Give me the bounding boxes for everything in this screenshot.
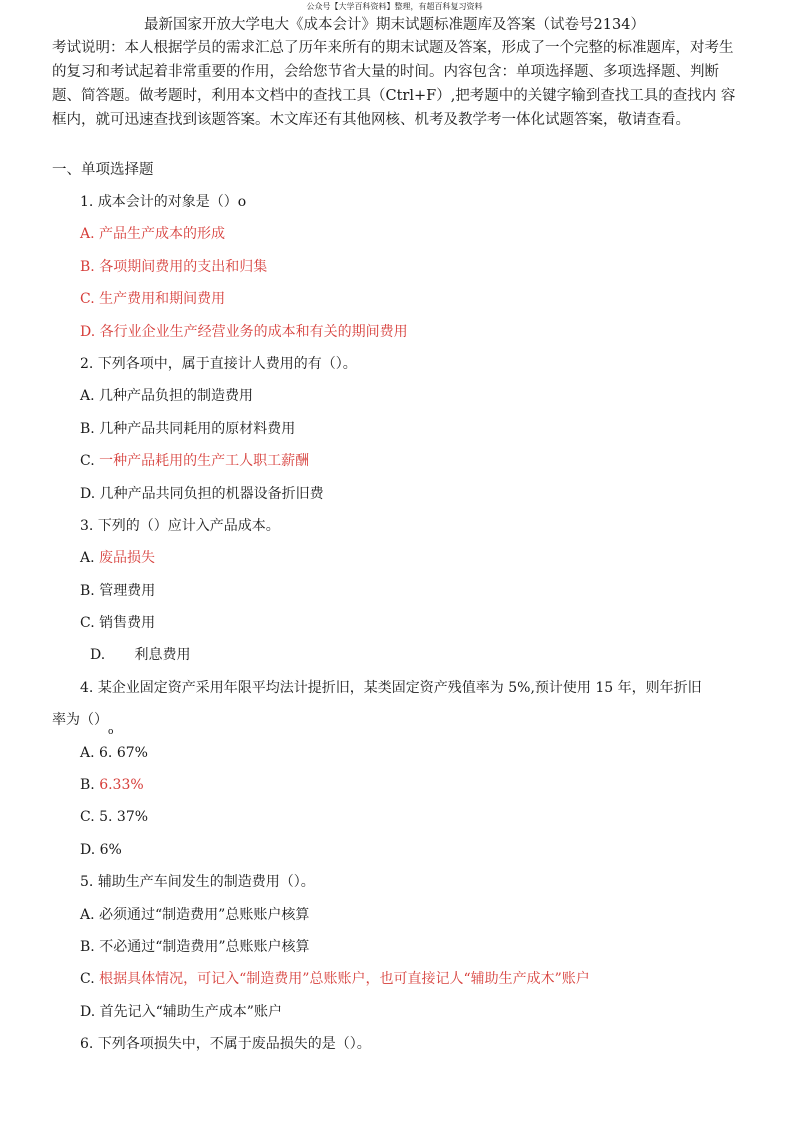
answer-option	[0, 251, 789, 283]
header-note: 公众号【大学百科资料】整理，有超百科复习资料	[306, 2, 483, 11]
item-label: D.	[80, 485, 96, 502]
item-label: 6.	[80, 1036, 94, 1053]
item-text: 某企业固定资产采用年限平均法计提折旧，某类固定资产残值率为 5%,预计使用 15 年，则年折旧	[97, 679, 702, 696]
item-label: A.	[80, 744, 95, 761]
item-label: A.	[80, 906, 95, 923]
item-text: 5. 37%	[99, 809, 149, 826]
answer-option	[0, 769, 789, 801]
question-line	[0, 866, 789, 898]
item-text: 下列各项损失中，不属于废品损失的是（）。	[97, 1036, 371, 1053]
item-label: D.	[80, 841, 96, 858]
option-line	[0, 575, 789, 607]
exam-instructions: 考试说明：本人根据学员的需求汇总了历年来所有的期末试题及答案，形成了一个完整的标准题库，对考生的复习和考试起着非常重要的作用，会给您节省大量的时间。内容包含：单项选择题、多项选择题、判断题、简答题。做考题时，利用本文档中的查找工具（Ctrl+F）,把考题中的关键字输到查找工具的查找内 容框内，就可迅速查找到该题答案。木文库还有其他网核、机考及教学考一体化试题答案，敬请查看。	[52, 40, 736, 128]
item-label: C.	[80, 453, 95, 470]
question-list	[0, 186, 789, 1061]
punctuation-mark: o	[108, 727, 114, 738]
item-label: 3.	[80, 517, 94, 534]
option-line	[0, 931, 789, 963]
question-line	[0, 672, 789, 704]
answer-option	[0, 316, 789, 348]
item-label: B.	[80, 258, 95, 275]
option-line	[0, 413, 789, 445]
item-label: C.	[80, 971, 95, 988]
item-label: C.	[80, 615, 95, 632]
item-text: 几种产品共同负担的机器设备折旧费	[99, 485, 324, 502]
document-title: 最新国家开放大学电大《成本会计》期末试题标准题库及答案（试卷号2134）	[144, 17, 645, 33]
item-text: 生产费用和期间费用	[99, 291, 226, 308]
answer-option	[0, 445, 789, 477]
question-continuation	[0, 704, 789, 736]
item-label: B.	[80, 582, 95, 599]
item-text: 产品生产成本的形成	[99, 226, 226, 243]
item-label: B.	[80, 938, 95, 955]
item-text: 废品损失	[99, 550, 156, 567]
item-text: 下列各项中，属于直接计人费用的有（）。	[97, 355, 357, 372]
item-label: 2.	[80, 355, 94, 372]
option-line	[0, 607, 789, 639]
item-label: A.	[80, 550, 95, 567]
option-line	[0, 834, 789, 866]
item-text: 几种产品共同耗用的原材料费用	[99, 420, 296, 437]
option-line	[0, 380, 789, 412]
item-text: 率为（）	[52, 712, 108, 729]
item-label: 1.	[80, 194, 94, 210]
answer-option	[0, 283, 789, 315]
item-label: D.	[80, 1003, 96, 1020]
item-text: 首先记入“辅助生产成本”账户	[99, 1003, 282, 1020]
answer-option	[0, 218, 789, 250]
item-label: 4.	[80, 679, 94, 696]
item-text: 各项期间费用的支出和归集	[99, 258, 268, 275]
answer-option	[0, 542, 789, 574]
question-line	[0, 186, 789, 218]
item-label: C.	[80, 291, 95, 308]
item-label: 5.	[80, 874, 94, 891]
item-label: B.	[80, 777, 95, 794]
item-text: 辅助生产车间发生的制造费用（）。	[97, 874, 315, 891]
item-text: 6.33%	[99, 777, 144, 794]
item-label: C.	[80, 809, 95, 826]
item-text: 6%	[99, 841, 122, 858]
answer-option	[0, 963, 789, 995]
option-line	[0, 996, 789, 1028]
option-line	[0, 801, 789, 833]
item-text: 根据具体情况，可记入“制造费用”总账账户，也可直接记人“辅助生产成木”账户	[99, 971, 590, 988]
question-line	[0, 348, 789, 380]
item-label: D.	[90, 647, 106, 664]
item-text: 不必通过“制造费用”总账账户核算	[99, 938, 310, 955]
option-line	[0, 639, 789, 671]
item-text: 利息费用	[134, 647, 191, 664]
option-line	[0, 737, 789, 769]
item-label: A.	[80, 388, 95, 405]
option-line	[0, 478, 789, 510]
item-text: 6. 67%	[99, 744, 148, 761]
item-text: 各行业企业生产经营业务的成本和有关的期间费用	[99, 323, 408, 340]
question-line	[0, 1028, 789, 1060]
item-text: 一种产品耗用的生产工人职工薪酬	[99, 453, 310, 470]
item-text: 下列的（）应计入产品成本。	[97, 517, 280, 534]
section-heading: 一、单项选择题	[52, 162, 154, 178]
item-text: 管理费用	[99, 582, 156, 599]
item-label: D.	[80, 323, 96, 340]
item-text: 必须通过“制造费用”总账账户核算	[99, 906, 310, 923]
item-text: 成本会计的对象是（）o	[97, 194, 247, 210]
item-label: B.	[80, 420, 95, 437]
question-line	[0, 510, 789, 542]
item-text: 几种产品负担的制造费用	[99, 388, 254, 405]
item-label: A.	[80, 226, 95, 243]
option-line	[0, 899, 789, 931]
item-text: 销售费用	[99, 615, 156, 632]
